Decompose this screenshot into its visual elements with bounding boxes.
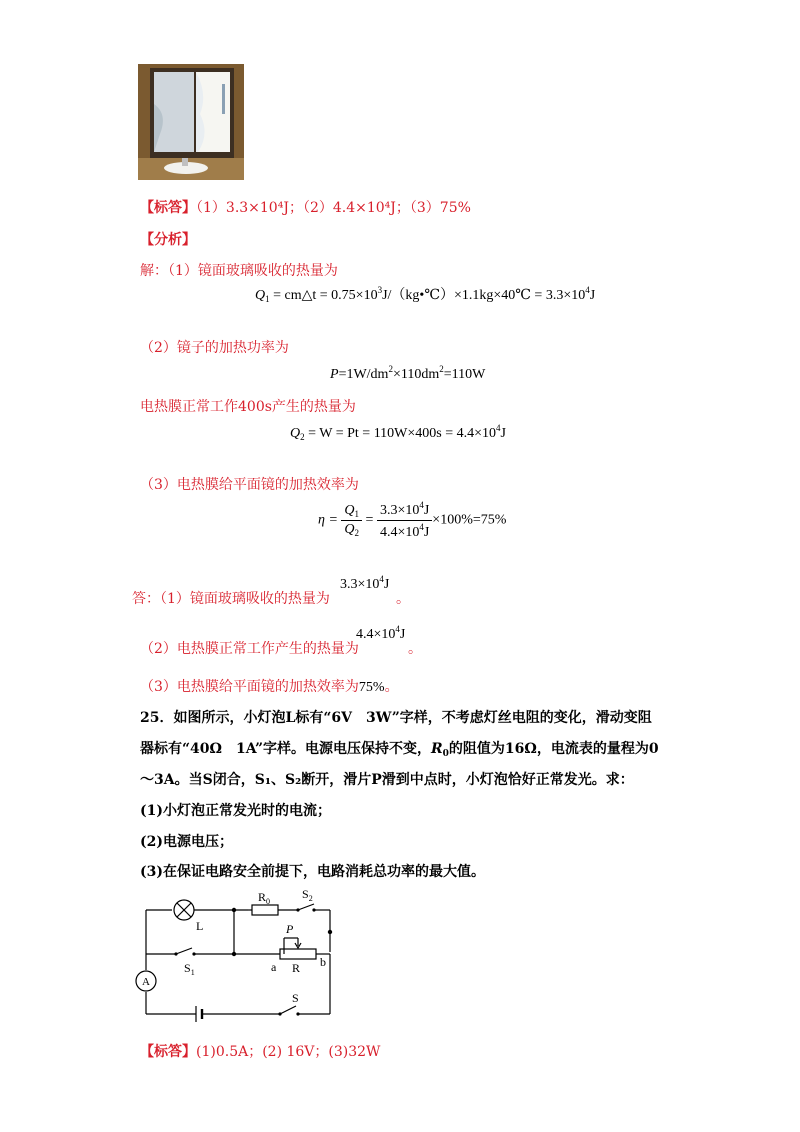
step2b-text: 电热膜正常工作400s产生的热量为: [140, 399, 356, 415]
conclusion-2: （2）电热膜正常工作产生的热量为: [140, 641, 359, 657]
answer-tag-2: 【标答】: [140, 1044, 196, 1060]
answer-line-2: [140, 1041, 380, 1061]
step3-text: （3）电热膜给平面镜的加热效率为: [140, 477, 359, 493]
question-25-line1: 25．如图所示，小灯泡L标有“6V 3W”字样，不考虑灯丝电阻的变化，滑动变阻: [140, 710, 652, 726]
answer-text-2: (1)0.5A；(2) 16V；(3)32W: [196, 1044, 381, 1060]
question-25-line3: ～3A。当S闭合，S₁、S₂断开，滑片P滑到中点时，小灯泡恰好正常发光。求：: [140, 772, 634, 788]
equation-q2: $Q_2 = W = Pt = 110W\times 400s = 4.4\times 10^4J$: [290, 423, 506, 442]
answer-tag: 【标答】: [140, 200, 196, 216]
equation-efficiency: η = $\frac{Q_1}{Q_2}$ = $\frac{3.3\times 10^4J}{4.4\times 10^4J}$ ×100%=75%: [318, 500, 507, 540]
solution-intro: 解：（1）镜面玻璃吸收的热量为: [140, 263, 338, 279]
circuit-diagram: [130, 882, 350, 1034]
conclusion-2-value: $4.4\times 10^4J$: [356, 624, 406, 642]
question-25-item1: (1)小灯泡正常发光时的电流；: [140, 803, 331, 819]
s2-label: S: [302, 887, 309, 901]
r-label: R: [292, 961, 301, 975]
s1-switch: [176, 948, 192, 954]
question-25-item2: (2)电源电压；: [140, 834, 233, 850]
answer-line-1: [140, 197, 471, 217]
svg-text:S1: $S_1$: [184, 961, 195, 977]
conclusion-1-value: $3.3\times 10^4J$: [340, 574, 390, 592]
ammeter-label: A: [142, 976, 150, 988]
r0-label: R: [258, 890, 267, 904]
s2-switch: [298, 904, 314, 910]
s-label: S: [292, 991, 299, 1005]
analysis-label: 【分析】: [140, 232, 196, 248]
s-switch: [280, 1006, 296, 1014]
conclusion-1-period: 。: [396, 591, 410, 607]
conclusion-2-period: 。: [408, 641, 422, 657]
svg-text:S2: $S_2$: [302, 887, 313, 903]
slider-resistor: [280, 949, 316, 959]
r0-resistor: [252, 905, 278, 915]
b-label: b: [320, 955, 326, 969]
p-label: P: [286, 922, 294, 936]
lamp-label: L: [196, 919, 204, 933]
step2-text: （2）镜子的加热功率为: [140, 340, 289, 356]
a-label: a: [271, 960, 277, 974]
conclusion-1: 答：（1）镜面玻璃吸收的热量为: [132, 591, 330, 607]
svg-text:R0: $R_0$: [258, 890, 271, 906]
s1-label: S: [184, 961, 191, 975]
equation-power: $P=1W/dm^2\times 110dm^2=110W$: [330, 364, 486, 382]
conclusion-3: （3）电热膜给平面镜的加热效率为75%。: [140, 679, 399, 695]
equation-q1: $Q_1$ = cm△t = $0.75\times 10^3J/(kg•℃)\times 1.1kg\times 40℃ = 3.3\times 10^4J$: [255, 285, 596, 304]
mirror-photo: [138, 64, 244, 180]
answer-text: （1）3.3×10⁴J；（2）4.4×10⁴J；（3）75%: [196, 200, 471, 216]
question-25-item3: (3)在保证电路安全前提下，电路消耗总功率的最大值。: [140, 864, 485, 880]
question-25-line2: 器标有“40Ω 1A”字样。电源电压保持不变，$R_0$的阻值为16Ω，电流表的量程为0: [140, 741, 659, 759]
